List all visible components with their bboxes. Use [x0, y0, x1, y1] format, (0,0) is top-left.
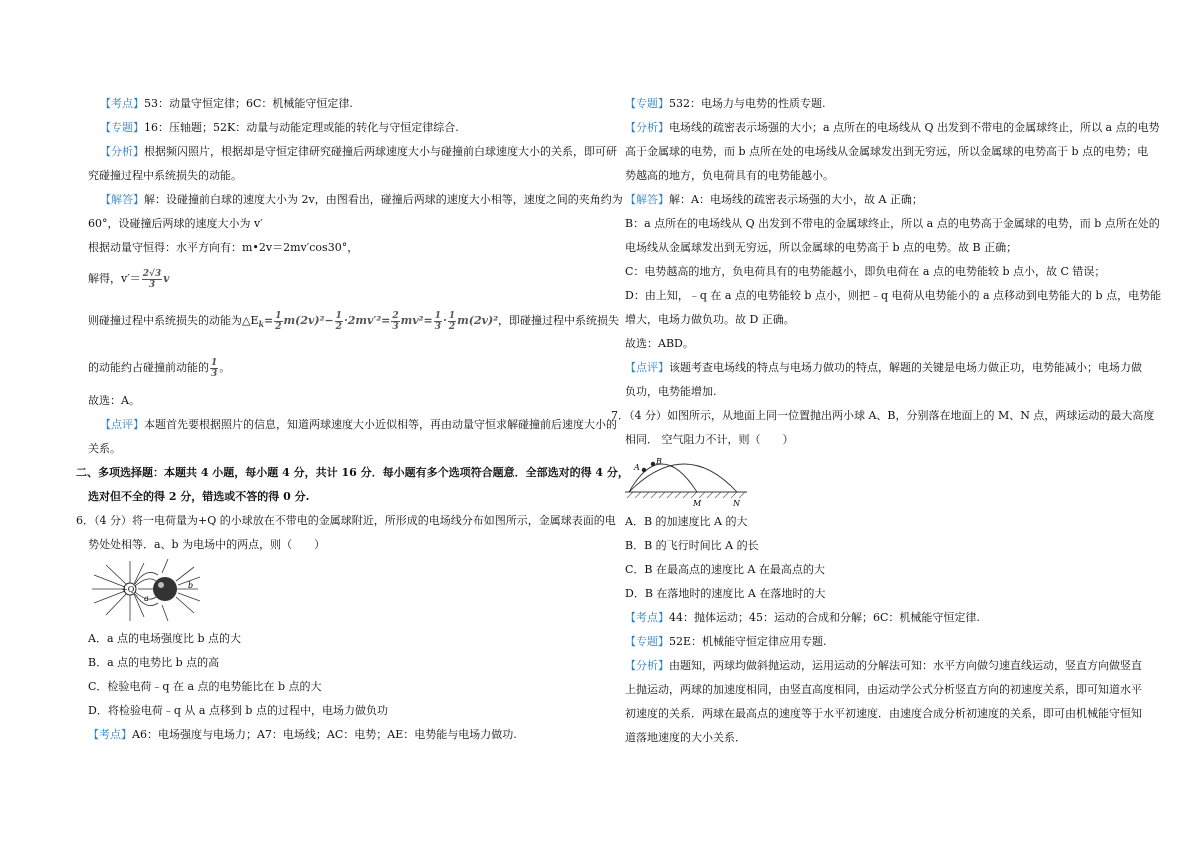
q5-fenxi: 【分析】根据频闪照片，根据却是守恒定律研究碰撞后两球速度大小与碰撞前白球速度大小的关系，即可研: [100, 145, 617, 158]
q6-dianping: 【点评】该题考查电场线的特点与电场力做功的特点，解题的关键是电场力做正功，电势能减小；电场力做: [625, 361, 1142, 374]
q6-option-a: A．a 点的电场强度比 b 点的大: [88, 632, 242, 646]
q5-fenxi-l2: 究碰撞过程中系统损失的动能。: [88, 169, 242, 182]
q6-zhuanti: 【专题】532：电场力与电势的性质专题.: [625, 97, 826, 110]
q6-kaodian: 【考点】A6：电场强度与电场力；A7：电场线；AC：电势；AE：电势能与电场力做功.: [88, 728, 517, 742]
q5-ratio: 的动能约占碰撞前动能的 $\frac{1}{3}$ 。: [88, 357, 231, 379]
kaodian-tag: 【考点】: [88, 728, 132, 742]
projectile-diagram: [625, 452, 755, 508]
section2-heading-l2: 选对但不全的得 2 分，错选或不答的得 0 分.: [88, 490, 310, 504]
fenxi-tag: 【分析】: [625, 121, 669, 134]
q6-jieda-l2: B：a 点所在的电场线从 Q 出发到不带电的金属球终止，所以 a 点的电势高于金属球的电势，而 b 点所在处的: [625, 217, 1160, 230]
label-plus-q: +Q: [121, 585, 135, 595]
q7-option-b: B．B 的飞行时间比 A 的长: [625, 539, 759, 552]
label-a: a: [144, 594, 149, 604]
q5-momentum: 根据动量守恒得：水平方向有：m•2v＝2mv′cos30°，: [88, 241, 359, 254]
q7-fenxi-l4: 道落地速度的大小关系．: [625, 731, 746, 744]
label-A: A: [634, 463, 640, 472]
q6-option-d: D．将检验电荷﹣q 从 a 点移到 b 点的过程中，电场力做负功: [88, 704, 388, 718]
q7-fenxi-l3: 初速度的关系．两球在最高点的速度等于水平初速度．由速度合成分析初速度的关系，即可由机械能守恒知: [625, 707, 1142, 720]
q6-dianping-l2: 负功，电势能增加.: [625, 385, 717, 398]
q7-fenxi-l2: 上抛运动，两球的加速度相同，由竖直高度相同，由运动学公式分析竖直方向的初速度关系，即可知道水平: [625, 683, 1142, 696]
q5-jieda-l2: 60°，设碰撞后两球的速度大小为 v′: [88, 217, 263, 230]
section2-heading-l1: 二、多项选择题：本题共 4 小题，每小题 4 分，共计 16 分．每小题有多个选项符合题意．全部选对的得 4 分，: [76, 466, 629, 480]
fenxi-tag: 【分析】: [100, 145, 144, 158]
q5-jieda: 【解答】解：设碰撞前白球的速度大小为 2v，由图看出，碰撞后两球的速度大小相等，速度之间的夹角约为: [100, 193, 623, 206]
q6-fenxi-l2: 高于金属球的电势，而 b 点所在处的电场线从金属球发出到无穷远，所以金属球的电势高于 b 点的电势；电: [625, 145, 1149, 158]
q6-stem-l2: 势处处相等．a、b 为电场中的两点，则（ ）: [88, 538, 326, 552]
label-b: b: [188, 581, 194, 591]
q7-stem-l2: 相同． 空气阻力不计，则（ ）: [625, 433, 794, 446]
q6-answer: 故选：ABD。: [625, 337, 694, 350]
jieda-tag: 【解答】: [625, 193, 669, 206]
q6-jieda-l5: D：由上知，﹣q 在 a 点的电势能较 b 点小，则把﹣q 电荷从电势能小的 a 点移动到电势能大的 b 点，电势能: [625, 289, 1162, 302]
q7-stem-l1: 7．（4 分）如图所示，从地面上同一位置抛出两小球 A、B，分别落在地面上的 M、N 点，两球运动的最大高度: [611, 409, 1155, 422]
q5-kaodian: 【考点】53：动量守恒定律；6C：机械能守恒定律.: [100, 97, 353, 110]
right-column: [611, 92, 1162, 750]
q5-loss: 则碰撞过程中系统损失的动能为$\triangle E_k=$ $\frac{1}{2}$ m(2v)²− $\frac{1}{2}$ ·2mv′²= $\frac{2}{3}$ mv²= $\frac{1}{3}$ · $\frac{1}{2}$ m(2v)²，即碰撞过程中系统损失: [88, 310, 620, 332]
kaodian-tag: 【考点】: [100, 97, 144, 110]
q6-field-figure: [88, 557, 594, 627]
label-B: B: [656, 457, 662, 466]
q6-jieda-l4: C：电势越高的地方，负电荷具有的电势能越小，即负电荷在 a 点的电势能较 b 点小，故 C 错误；: [625, 265, 1106, 278]
q7-projectile-figure: [625, 452, 1131, 510]
dianping-tag: 【点评】: [100, 418, 144, 432]
left-column: [76, 92, 629, 747]
label-M: M: [693, 499, 702, 508]
q6-option-b: B．a 点的电势比 b 点的高: [88, 656, 220, 670]
q7-fenxi: 【分析】由题知，两球均做斜抛运动，运用运动的分解法可知：水平方向做匀速直线运动，竖直方向做竖直: [625, 659, 1142, 672]
zhuanti-tag: 【专题】: [625, 635, 669, 648]
jieda-tag: 【解答】: [100, 193, 144, 206]
fenxi-tag: 【分析】: [625, 659, 669, 672]
zhuanti-tag: 【专题】: [625, 97, 669, 110]
q6-jieda: 【解答】解：A：电场线的疏密表示场强的大小，故 A 正确；: [625, 193, 923, 206]
electric-field-diagram: [88, 557, 268, 625]
q5-answer: 故选：A。: [88, 394, 140, 408]
q6-jieda-l3: 电场线从金属球发出到无穷远，所以金属球的电势高于 b 点的电势。故 B 正确；: [625, 241, 1018, 254]
q5-solve: 解得，v′＝ $\frac{2√3}{3}$ v: [88, 268, 170, 290]
q6-option-c: C．检验电荷﹣q 在 a 点的电势能比在 b 点的大: [88, 680, 322, 694]
q6-fenxi-l3: 势越高的地方，负电荷具有的电势能越小。: [625, 169, 834, 182]
q6-stem-l1: 6．（4 分）将一电荷量为+Q 的小球放在不带电的金属球附近，所形成的电场线分布如图所示，金属球表面的电: [76, 514, 616, 528]
q6-fenxi: 【分析】电场线的疏密表示场强的大小；a 点所在的电场线从 Q 出发到不带电的金属球终止，所以 a 点的电势: [625, 121, 1160, 134]
q5-dianping-l2: 关系。: [88, 442, 121, 456]
formula-energy-loss: $_k$= $\frac{1}{2}$ m(2v)²− $\frac{1}{2}$ ·2mv′²= $\frac{2}{3}$ mv²= $\frac{1}{3}$ · $\frac{1}{2}$ m(2v)²: [258, 310, 499, 332]
q7-option-c: C．B 在最高点的速度比 A 在最高点的大: [625, 563, 825, 576]
label-N: N: [733, 499, 740, 508]
q7-kaodian: 【考点】44：抛体运动；45：运动的合成和分解；6C：机械能守恒定律.: [625, 611, 980, 624]
kaodian-tag: 【考点】: [625, 611, 669, 624]
q6-jieda-l6: 增大，电场力做负功。故 D 正确。: [625, 313, 795, 326]
dianping-tag: 【点评】: [625, 361, 669, 374]
q7-zhuanti: 【专题】52E：机械能守恒定律应用专题.: [625, 635, 827, 648]
q5-dianping: 【点评】本题首先要根据照片的信息，知道两球速度大小近似相等，再由动量守恒求解碰撞前后速度大小的: [100, 418, 617, 432]
zhuanti-tag: 【专题】: [100, 121, 144, 134]
q5-zhuanti: 【专题】16：压轴题；52K：动量与动能定理或能的转化与守恒定律综合.: [100, 121, 459, 134]
formula-ratio: $\frac{1}{3}$: [211, 357, 218, 379]
q7-option-a: A．B 的加速度比 A 的大: [625, 515, 748, 528]
q7-option-d: D．B 在落地时的速度比 A 在落地时的大: [625, 587, 826, 600]
formula-v-prime: $\frac{2√3}{3}$ v: [142, 268, 170, 290]
